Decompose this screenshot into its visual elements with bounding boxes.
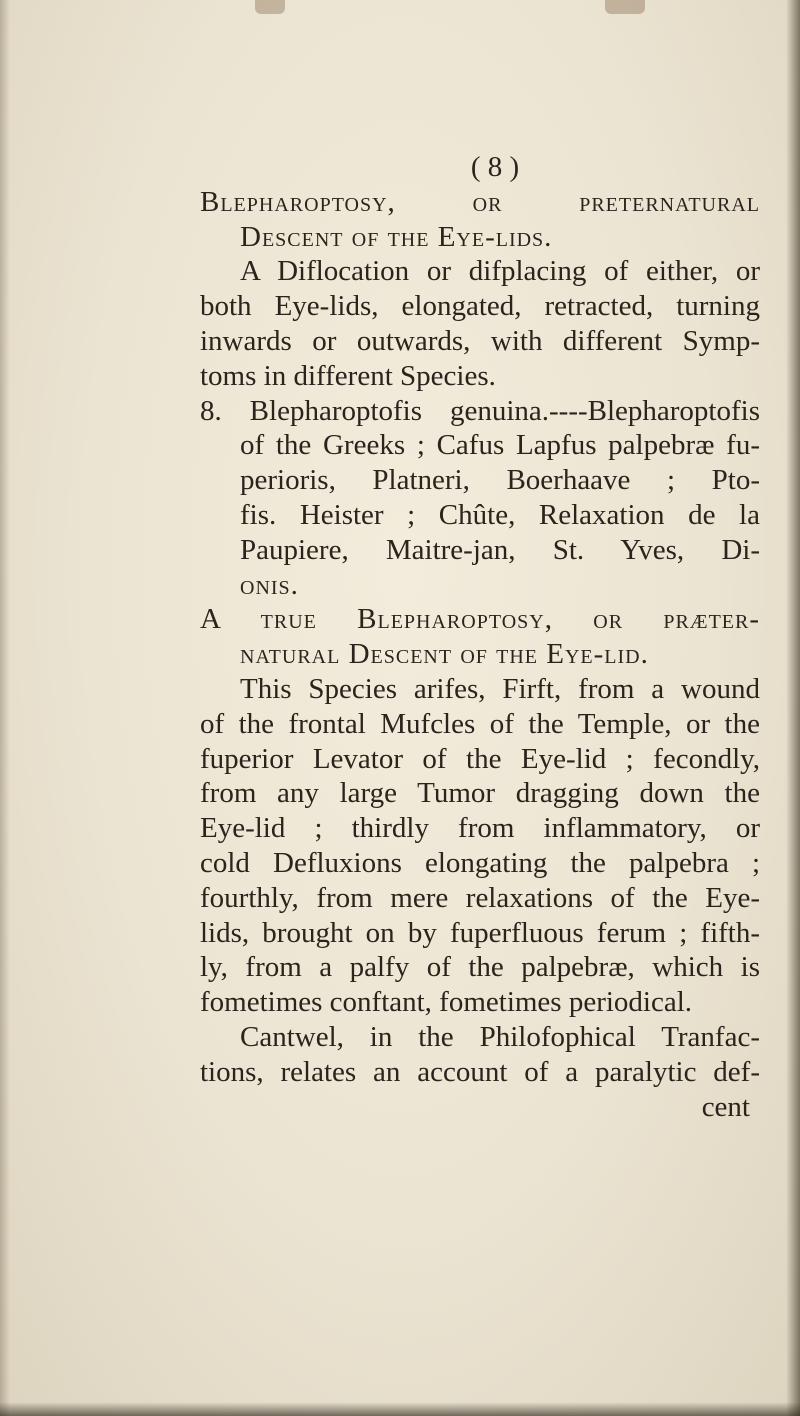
- page-edge-shadow-right: [786, 0, 800, 1416]
- subsection-heading: A true Blepharoptosy, or præter-: [200, 603, 760, 636]
- text-line: A Diflocation or difplacing of either, or: [240, 255, 760, 288]
- text-line: This Species arifes, Firft, from a wound: [240, 672, 760, 705]
- text-line: Eye-lid ; thirdly from inflammatory, or: [200, 812, 760, 845]
- text-line: tions, relates an account of a paralytic def-: [200, 1055, 760, 1088]
- text-line: cold Defluxions elongating the palpebra ;: [200, 846, 760, 879]
- text-line: fourthly, from mere relaxations of the Eye-: [200, 881, 760, 914]
- text-line: of the Greeks ; Cafus Lapfus palpebræ fu-: [240, 429, 760, 462]
- page-number: ( 8 ): [470, 151, 520, 183]
- top-edge-stain: [605, 0, 645, 14]
- text-line: perioris, Platneri, Boerhaave ; Pto-: [240, 464, 760, 497]
- text-line: fometimes conftant, fometimes periodical.: [200, 986, 693, 1019]
- subsection-heading-continued: natural Descent of the Eye-lid.: [240, 638, 649, 671]
- page-edge-shadow-bottom: [0, 1402, 800, 1416]
- text-line: both Eye-lids, elongated, retracted, turning: [200, 290, 760, 323]
- text-line: onis.: [240, 568, 299, 601]
- text-line: toms in different Species.: [200, 359, 496, 392]
- top-edge-stain: [255, 0, 285, 14]
- text-line: fis. Heister ; Chûte, Relaxation de la: [240, 498, 760, 531]
- section-heading: Blepharoptosy, or preternatural: [200, 185, 760, 218]
- text-line: of the frontal Mufcles of the Temple, or the: [200, 707, 760, 740]
- text-line: ly, from a palfy of the palpebræ, which is: [200, 951, 760, 984]
- page-edge-shadow-left: [0, 0, 10, 1416]
- text-line: Paupiere, Maitre-jan, St. Yves, Di-: [240, 533, 760, 566]
- catchword: cent: [701, 1090, 750, 1123]
- species-entry: 8. Blepharoptofis genuina.----Blepharoptofis: [200, 394, 760, 427]
- section-heading-continued: Descent of the Eye-lids.: [240, 220, 553, 253]
- page-text: [200, 150, 760, 1124]
- text-line: Cantwel, in the Philofophical Tranfac-: [240, 1020, 760, 1053]
- text-line: lids, brought on by fuperfluous ferum ; fifth-: [200, 916, 760, 949]
- text-line: from any large Tumor dragging down the: [200, 777, 760, 810]
- text-line: fuperior Levator of the Eye-lid ; fecondly,: [200, 742, 760, 775]
- text-line: inwards or outwards, with different Symp-: [200, 324, 760, 357]
